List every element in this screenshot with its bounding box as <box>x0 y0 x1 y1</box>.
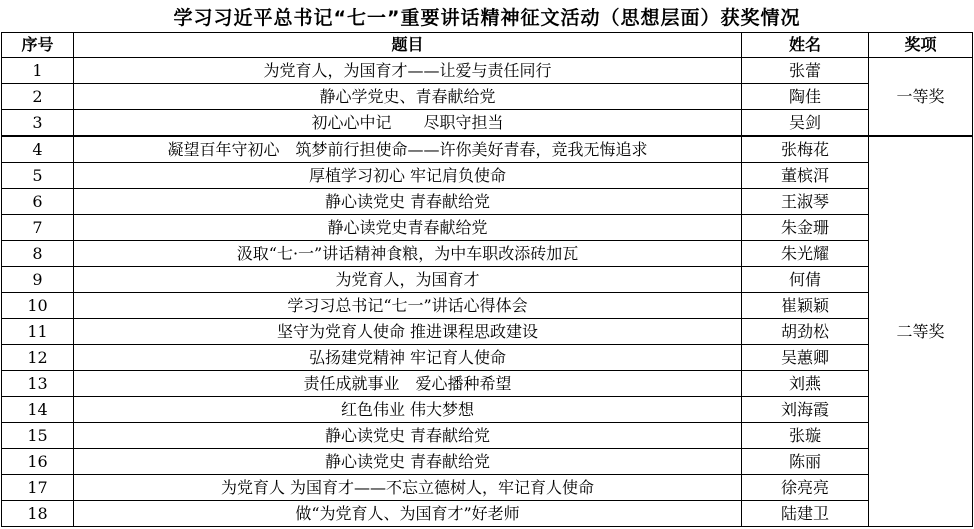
awards-table <box>1 32 973 527</box>
cell-topic[interactable]: 静心读党史 青春献给党 <box>74 449 742 475</box>
cell-topic[interactable]: 汲取“七·一”讲话精神食粮，为中车职改添砖加瓦 <box>74 241 742 267</box>
sheet-title: 学习习近平总书记“七一”重要讲话精神征文活动（思想层面）获奖情况 <box>173 6 801 29</box>
cell-topic[interactable]: 厚植学习初心 牢记肩负使命 <box>74 163 742 189</box>
table-row <box>2 163 973 189</box>
cell-name[interactable]: 张璇 <box>742 423 869 449</box>
cell-name[interactable]: 朱光耀 <box>742 241 869 267</box>
cell-name[interactable]: 吴蕙卿 <box>742 345 869 371</box>
table-row <box>2 58 973 84</box>
table-row <box>2 293 973 319</box>
cell-index[interactable]: 2 <box>2 84 74 110</box>
cell-name[interactable]: 崔颖颖 <box>742 293 869 319</box>
cell-name[interactable]: 张梅花 <box>742 136 869 163</box>
header-topic[interactable]: 题目 <box>74 33 742 58</box>
cell-index[interactable]: 13 <box>2 371 74 397</box>
table-row <box>2 371 973 397</box>
cell-index[interactable]: 9 <box>2 267 74 293</box>
cell-index[interactable]: 1 <box>2 58 74 84</box>
cell-topic[interactable]: 静心读党史青春献给党 <box>74 215 742 241</box>
header-award[interactable]: 奖项 <box>869 33 973 58</box>
cell-index[interactable]: 7 <box>2 215 74 241</box>
cell-topic[interactable]: 学习习总书记“七一”讲话心得体会 <box>74 293 742 319</box>
cell-index[interactable]: 10 <box>2 293 74 319</box>
cell-topic[interactable]: 静心读党史 青春献给党 <box>74 423 742 449</box>
table-row <box>2 449 973 475</box>
table-row <box>2 475 973 501</box>
cell-name[interactable]: 吴剑 <box>742 110 869 137</box>
cell-index[interactable]: 4 <box>2 136 74 163</box>
cell-topic[interactable]: 做“为党育人、为国育才”好老师 <box>74 501 742 527</box>
cell-name[interactable]: 陈丽 <box>742 449 869 475</box>
cell-index[interactable]: 15 <box>2 423 74 449</box>
cell-topic[interactable]: 初心心中记 尽职守担当 <box>74 110 742 137</box>
cell-topic[interactable]: 为党育人 为国育才——不忘立德树人，牢记育人使命 <box>74 475 742 501</box>
cell-index[interactable]: 14 <box>2 397 74 423</box>
table-row <box>2 110 973 137</box>
table-row <box>2 319 973 345</box>
cell-name[interactable]: 何倩 <box>742 267 869 293</box>
cell-name[interactable]: 胡劲松 <box>742 319 869 345</box>
cell-name[interactable]: 刘燕 <box>742 371 869 397</box>
table-row <box>2 423 973 449</box>
table-row <box>2 397 973 423</box>
cell-name[interactable]: 陶佳 <box>742 84 869 110</box>
cell-index[interactable]: 3 <box>2 110 74 137</box>
cell-name[interactable]: 朱金珊 <box>742 215 869 241</box>
cell-index[interactable]: 12 <box>2 345 74 371</box>
table-row <box>2 267 973 293</box>
header-index[interactable]: 序号 <box>2 33 74 58</box>
header-name[interactable]: 姓名 <box>742 33 869 58</box>
cell-name[interactable]: 张蕾 <box>742 58 869 84</box>
cell-index[interactable]: 11 <box>2 319 74 345</box>
table-row <box>2 241 973 267</box>
cell-topic[interactable]: 坚守为党育人使命 推进课程思政建设 <box>74 319 742 345</box>
cell-topic[interactable]: 责任成就事业 爱心播种希望 <box>74 371 742 397</box>
award-second[interactable]: 二等奖 <box>869 136 973 527</box>
table-row <box>2 215 973 241</box>
table-row <box>2 345 973 371</box>
cell-index[interactable]: 5 <box>2 163 74 189</box>
cell-name[interactable]: 董槟洱 <box>742 163 869 189</box>
cell-topic[interactable]: 为党育人，为国育才——让爱与责任同行 <box>74 58 742 84</box>
cell-name[interactable]: 刘海霞 <box>742 397 869 423</box>
cell-topic[interactable]: 静心学党史、青春献给党 <box>74 84 742 110</box>
cell-name[interactable]: 陆建卫 <box>742 501 869 527</box>
cell-name[interactable]: 王淑琴 <box>742 189 869 215</box>
cell-index[interactable]: 17 <box>2 475 74 501</box>
cell-topic[interactable]: 红色伟业 伟大梦想 <box>74 397 742 423</box>
cell-index[interactable]: 8 <box>2 241 74 267</box>
cell-index[interactable]: 18 <box>2 501 74 527</box>
cell-topic[interactable]: 为党育人，为国育才 <box>74 267 742 293</box>
cell-topic[interactable]: 静心读党史 青春献给党 <box>74 189 742 215</box>
header-row <box>2 33 973 58</box>
cell-topic[interactable]: 弘扬建党精神 牢记育人使命 <box>74 345 742 371</box>
table-row <box>2 136 973 163</box>
cell-name[interactable]: 徐亮亮 <box>742 475 869 501</box>
award-first[interactable]: 一等奖 <box>869 58 973 137</box>
table-row <box>2 84 973 110</box>
table-row <box>2 189 973 215</box>
cell-index[interactable]: 6 <box>2 189 74 215</box>
cell-topic[interactable]: 凝望百年守初心 筑梦前行担使命——许你美好青春，竞我无悔追求 <box>74 136 742 163</box>
cell-index[interactable]: 16 <box>2 449 74 475</box>
table-row <box>2 501 973 527</box>
